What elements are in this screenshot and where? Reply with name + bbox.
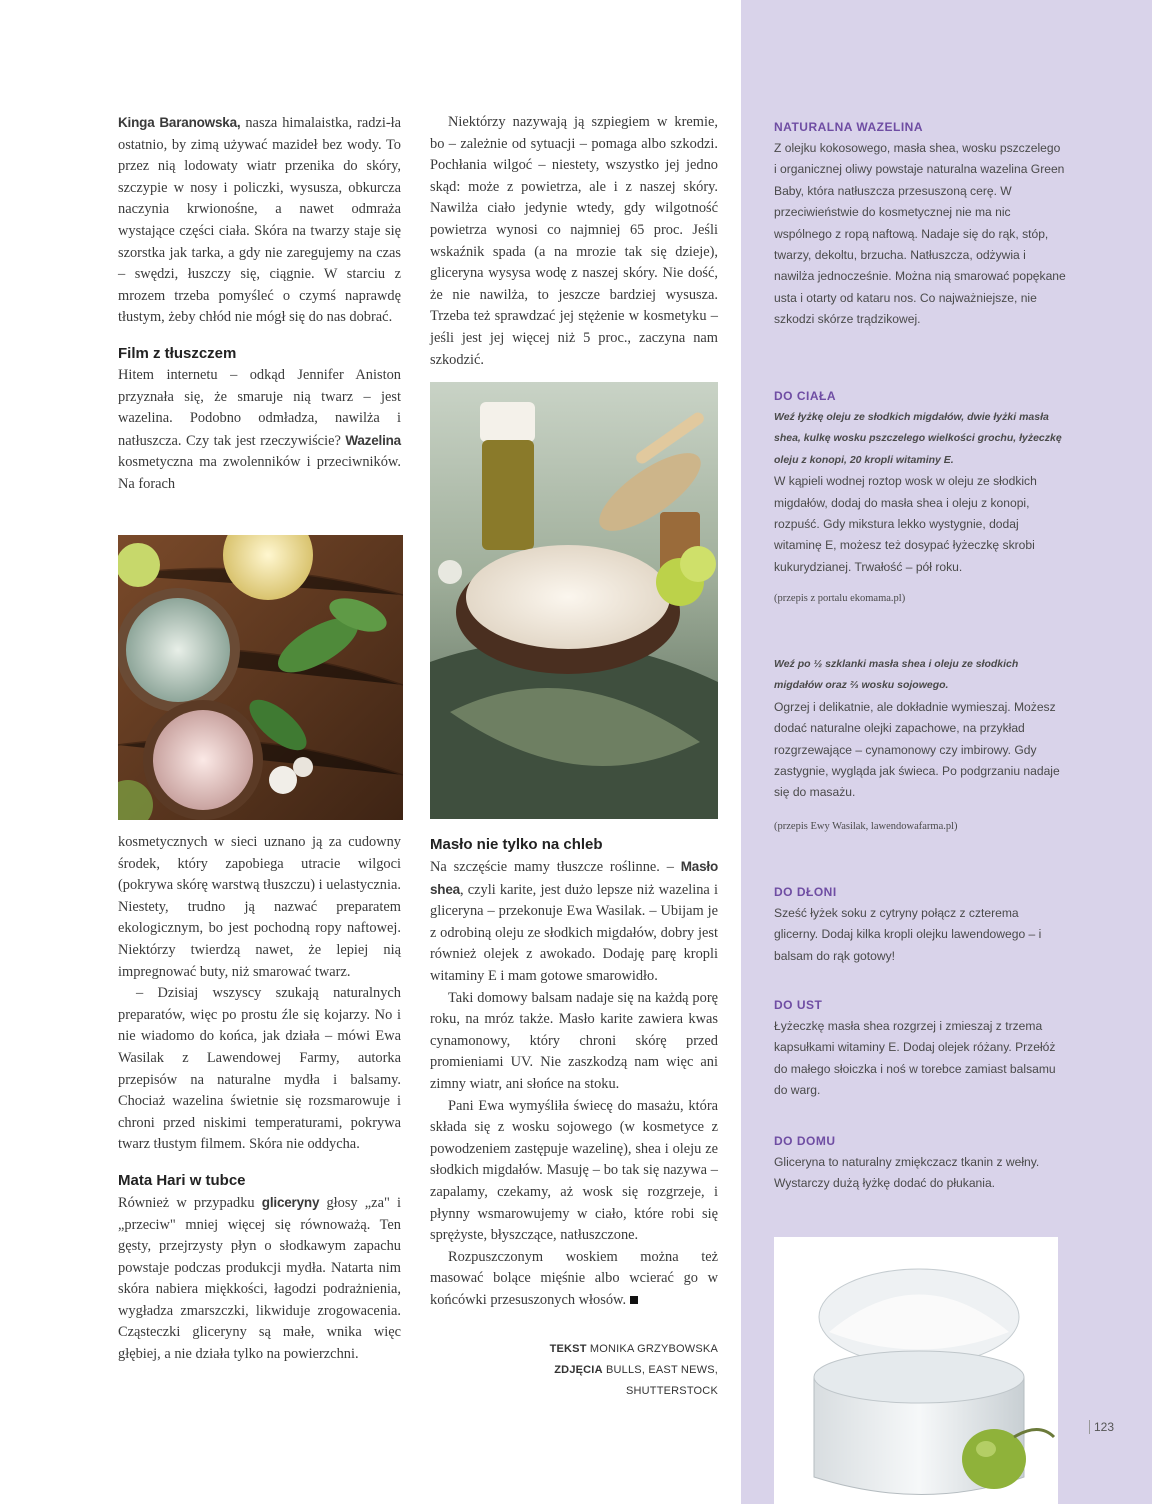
cosmetics-jars-photo [118,535,403,820]
recipe-source: (przepis z portalu ekomama.pl) [774,593,906,605]
sidebar-natural-vaseline [774,116,1066,331]
section-heading-film: Film z tłuszczem [118,344,237,362]
credit-photo-sources: BULLS, EAST NEWS, [605,1364,718,1376]
sidebar-text: Łyżeczkę masła shea rozgrzej i zmieszaj z trzema kapsułkami witaminy E. Dodaj olejek różany. Przełóż do małego słoiczka i noś w torebce zamiast balsamu do warg. [774,1019,1056,1098]
sidebar-body-recipe [774,385,1066,610]
recipe-source: (przepis Ewy Wasilak, lawendowafarma.pl) [774,820,958,832]
paragraph: Pani Ewa wymyśliła świecę do masażu, która składa się z wosku sojowego (w kosmetyce z powodzeniem zastępuje wazelinę), shea i oleju ze słodkich migdałów. Masuję – bo tak się nazywa – zapalamy, czekamy, aż wosk się rozgrzeje, i płynny wsmarowujemy w ciało, które robi się sprężyste, błyszczące, natłuszczone. [430,1097,718,1244]
sidebar-text: Ogrzej i delikatnie, ale dokładnie wymieszaj. Możesz dodać naturalne olejki zapachowe, na przykład rozgrzewające – cynamonowy czy imbirowy. Gdy zastygnie, wygląda jak świeca. Po podgrzaniu nadaje się do masażu. [774,699,1060,800]
bold-term: gliceryny [261,1194,320,1210]
paragraph: kosmetyczna ma zwolenników i przeciwników. Na forach [118,454,401,492]
article-column-2-bottom [430,834,718,1311]
sidebar-text: Z olejku kokosowego, masła shea, wosku pszczelego i organicznej oliwy powstaje naturalna wazelina Green Baby, która natłuszcza przesuszoną cerę. W przeciwieństwie do kosmetycznej nie ma nic wspólnego z ropą naftową. Nadaje się do rąk, stóp, twarzy, dekoltu, brzucha. Natłuszcza, odżywia i nawilża jednocześnie. Można nią smarować popękane usta i otarty od kataru nos. Co najważniejsze, nie szkodzi skórze trądzikowej. [774,141,1066,327]
paragraph: – Dzisiaj wszyscy szukają naturalnych preparatów, więc po prostu źle się kojarzy. No i nie wiadomo do końca, jak działa – mówi Ewa Wasilak z Lawendowej Farmy, autorka przepisów na naturalne mydła i balsamy. Chociaż wazelina świetnie się rozsmarowuje i chroni przed niskimi temperaturami, pokrywa twarz tłustym filmem. Skóra nie oddycha. [118,985,401,1153]
article-credits [440,1339,718,1402]
article-column-2-top [430,112,718,371]
sidebar-heading: DO DŁONI [774,885,837,899]
sidebar-heading: NATURALNA WAZELINA [774,120,923,134]
bold-term: Masło shea [430,859,718,897]
shea-butter-photo [430,382,718,819]
sidebar-candle-recipe [774,654,1066,837]
article-column-1-bottom [118,832,401,1366]
sidebar-ingredients: Weź po ½ szklanki masła shea i oleju ze słodkich migdałów oraz ⅔ wosku sojowego. [774,658,1019,692]
sidebar-hands-recipe [774,881,1066,967]
sidebar-heading: DO UST [774,998,823,1012]
paragraph: Niektórzy nazywają ją szpiegiem w kremie, bo – zależnie od sytuacji – pomaga albo szkodzi. Pochłania wilgoć – niestety, wszystko jej jedno skąd: może z powietrza, ale i z naszej skóry. Nawilża ciało jedynie wtedy, gdy wilgotność powietrza wynosi co najmniej 65 proc. Jeśli wskaźnik spada (a na mrozie tak się dzieje), gliceryna wysysa wodę z naszej skóry. Nie dość, że nie nawilża, to jeszcze bardziej wysusza. Trzeba też sprawdzać jej stężenie w kosmetyku – jeśli jest jej więcej niż 5 proc., zaczyna nam szkodzić. [430,114,718,368]
paragraph: głosy „za" i „przeciw" mniej więcej się równoważą. Ten gęsty, przejrzysty płyn o słodkawym zapachu powstaje podczas produkcji mydła. Natarta nim skóra nabiera miękkości, łagodzi podrażnienia, wygładza zmarszczki, likwiduje zrogowacenia. Cząsteczki gliceryny są małe, wnika więc głębiej, a nie działa tylko na powierzchni. [118,1194,401,1363]
sidebar-ingredients: Weź łyżkę oleju ze słodkich migdałów, dwie łyżki masła shea, kulkę wosku pszczelego wielkości grochu, łyżeczkę oleju z konopi, 20 kropli witaminy E. [774,411,1062,466]
section-heading-maslo: Masło nie tylko na chleb [430,836,603,853]
paragraph: Na szczęście mamy tłuszcze roślinne. – [430,859,681,875]
sidebar-text: W kąpieli wodnej roztop wosk w oleju ze słodkich migdałów, dodaj do masła shea i oleju z konopi, rozpuść. Gdy mikstura lekko wystygnie, dodaj witaminę E, możesz też dosypać łyżeczkę skrobi kukurydzianej. Trwałość – pół roku. [774,474,1037,574]
cream-jar-photo [774,1237,1058,1504]
sidebar-lips-recipe [774,994,1066,1102]
bold-term: Wazelina [345,432,401,448]
page-number: 123 [1089,1420,1112,1434]
paragraph: nasza himalaistka, radzi-ła ostatnio, by zimą używać mazideł bez wody. To przez nią lodowaty wiatr przenika do skóry, szczypie w nosy i policzki, wysusza, obkurcza naczynia krwionośne, a nawet odmraża wystające części ciała. Skóra na twarzy staje się szorstka jak tarka, a gdy nie zaregujemy na czas – swędzi, łuszczy się, ciągnie. W starciu z mrozem trzeba pomyśleć o czymś naprawdę tłustym, żeby chłód nie mógł się do nas dobrać. [118,115,402,326]
paragraph: Taki domowy balsam nadaje się na każdą porę roku, na mróz także. Masło karite zawiera kwas cynamonowy, który chroni skórę przed promieniami UV. Nie zaszkodzą nam więc ani zimny wiatr, ani słońce na stoku. [430,989,718,1092]
paragraph: , czyli karite, jest dużo lepsze niż wazelina i gliceryna – przekonuje Ewa Wasilak. – Ubijam je z odrobiną oleju ze słodkich migdałów, dobry jest również olejek z awokado. Dodaję parę kropli witaminy E i mam gotowe smarowidło. [430,881,718,984]
section-heading-mata-hari: Mata Hari w tubce [118,1171,246,1189]
sidebar-home-recipe [774,1130,1066,1195]
sidebar-text: Sześć łyżek soku z cytryny połącz z czterema glicerny. Dodaj kilka kropli olejku lawendowego – i balsam do rąk gotowy! [774,906,1042,963]
credit-label-text: TEKST [549,1343,587,1355]
credit-label-photos: ZDJĘCIA [554,1364,603,1376]
sidebar-text: Gliceryna to naturalny zmiękczacz tkanin z wełny. Wystarczy dużą łyżkę dodać do płukania. [774,1155,1040,1191]
credit-author: MONIKA GRZYBOWSKA [589,1343,718,1355]
credit-photo-sources-2: SHUTTERSTOCK [625,1385,718,1397]
article-column-1-top [118,112,401,496]
paragraph: kosmetycznych w sieci uznano ją za cudowny środek, który zapobiega utracie wilgoci (pokrywa skórę warstwą tłuszczu) i uelastycznia. Niestety, trudno ją nazwać preparatem ekologicznym, bo jest pochodną ropy naftowej. Niektórzy twierdzą nawet, że lepiej nią impregnować buty, niż smarować twarz. [118,834,401,980]
paragraph: Hitem internetu – odkąd Jennifer Aniston przyznała się, że smaruje nią twarz – jest wazelina. Podobno odmładza, nawilża i natłuszcza. Czy tak jest rzeczywiście? [118,366,401,449]
sidebar-heading: DO DOMU [774,1134,836,1148]
sidebar-heading: DO CIAŁA [774,389,836,403]
paragraph: Również w przypadku [118,1194,262,1211]
paragraph: Rozpuszczonym woskiem można też masować bolące mięśnie albo wcierać go w końcówki przesuszonych włosów. [430,1248,718,1308]
end-mark-icon [630,1296,638,1304]
author-name: Kinga Baranowska, [118,115,241,130]
